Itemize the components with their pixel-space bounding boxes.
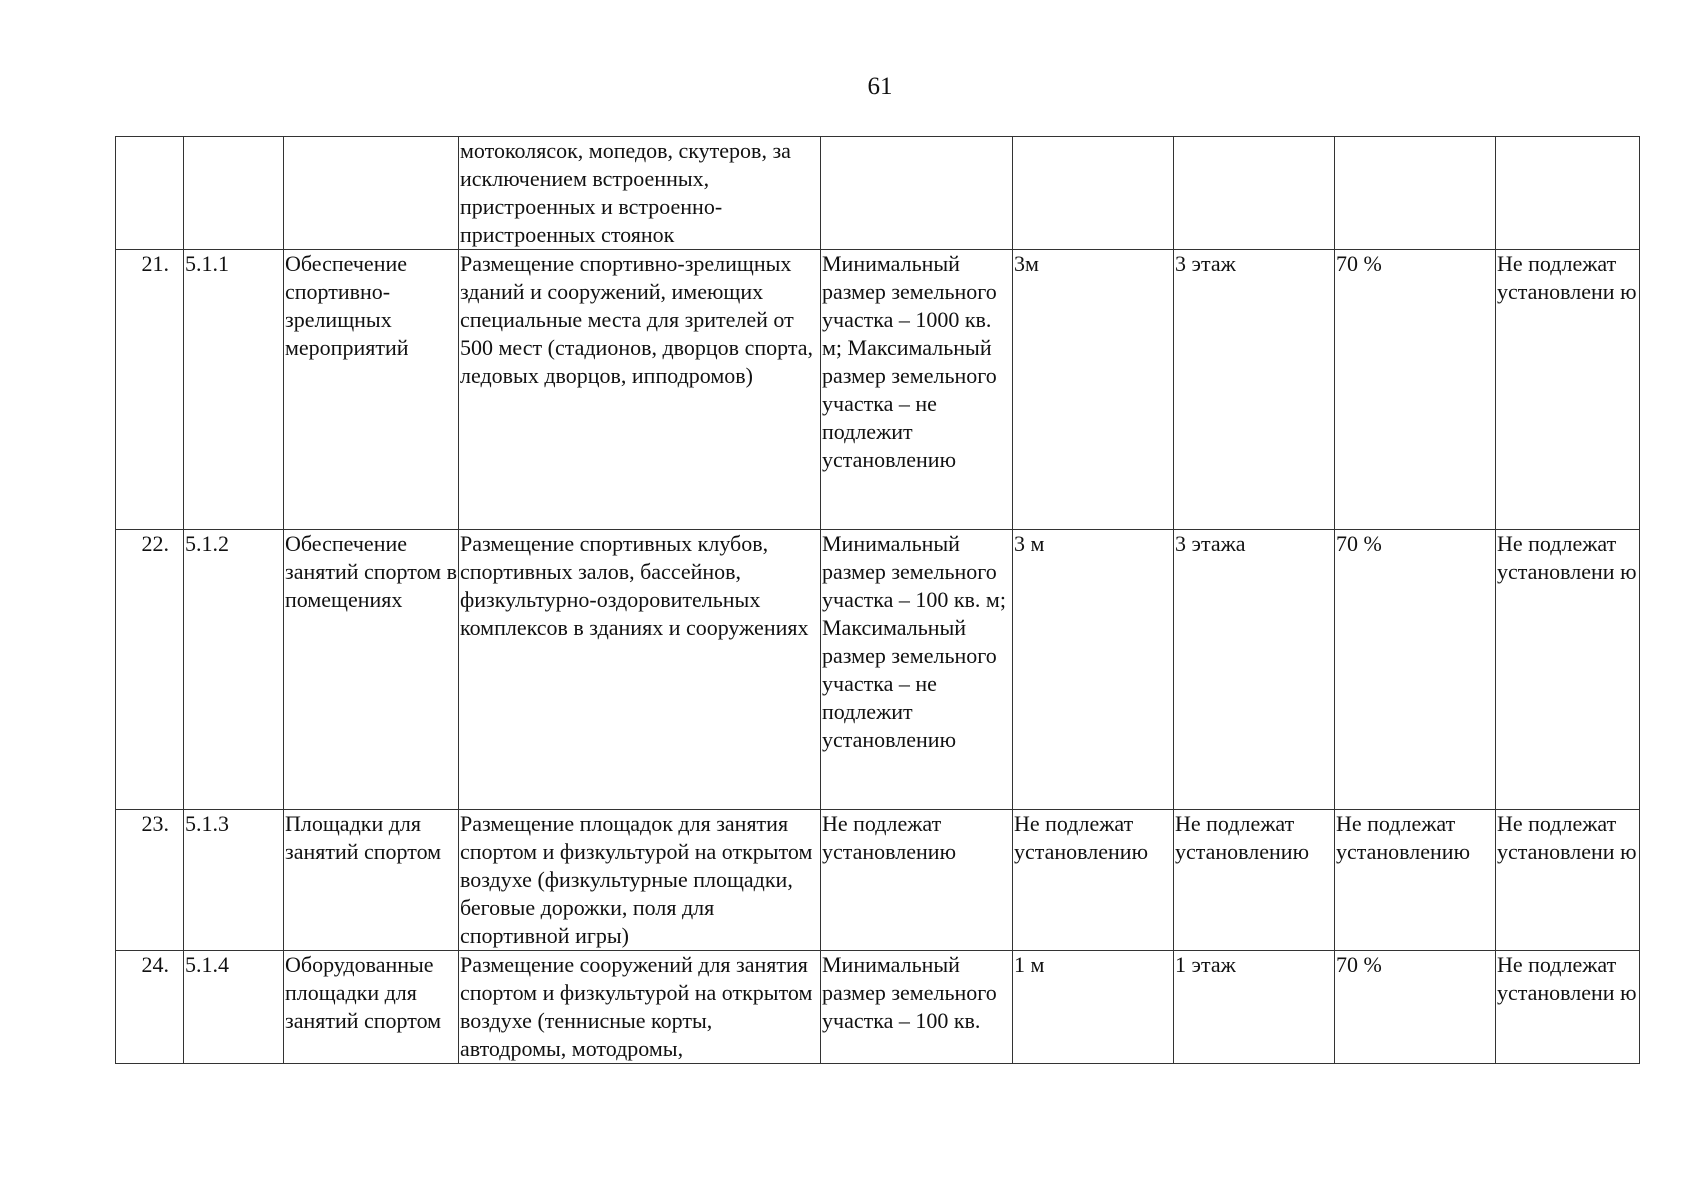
row-code: 5.1.3 [184, 810, 284, 951]
row-coverage [1335, 137, 1496, 250]
row-description: Размещение спортивных клубов, спортивных залов, бассейнов, физкультурно-оздоровительных комплексов в зданиях и сооружениях [459, 530, 821, 810]
row-other: Не подлежат установлени ю [1496, 530, 1640, 810]
row-number [116, 137, 184, 250]
row-number: 21. [116, 250, 184, 530]
row-coverage: Не подлежат установлению [1335, 810, 1496, 951]
row-number: 22. [116, 530, 184, 810]
row-code: 5.1.1 [184, 250, 284, 530]
row-setback [1013, 137, 1174, 250]
row-name: Обеспечение занятий спортом в помещениях [284, 530, 459, 810]
row-floors [1174, 137, 1335, 250]
row-description: мотоколясок, мопедов, скутеров, за исключением встроенных, пристроенных и встроенно-пристроенных стоянок [459, 137, 821, 250]
page-number: 61 [867, 73, 893, 100]
row-floors: 1 этаж [1174, 951, 1335, 1064]
row-code: 5.1.2 [184, 530, 284, 810]
row-number: 23. [116, 810, 184, 951]
regulations-table-wrapper [115, 136, 1639, 1064]
row-name [284, 137, 459, 250]
row-name: Обеспечение спортивно-зрелищных мероприятий [284, 250, 459, 530]
regulations-table [115, 136, 1640, 1064]
table-row [116, 530, 1640, 810]
row-setback: 3м [1013, 250, 1174, 530]
row-coverage: 70 % [1335, 951, 1496, 1064]
row-plot-size: Не подлежат установлению [821, 810, 1013, 951]
row-floors: 3 этажа [1174, 530, 1335, 810]
row-floors: 3 этаж [1174, 250, 1335, 530]
row-code [184, 137, 284, 250]
row-description: Размещение сооружений для занятия спортом и физкультурой на открытом воздухе (теннисные корты, автодромы, мотодромы, [459, 951, 821, 1064]
row-other: Не подлежат установлени ю [1496, 250, 1640, 530]
row-coverage: 70 % [1335, 250, 1496, 530]
row-code: 5.1.4 [184, 951, 284, 1064]
row-floors: Не подлежат установлению [1174, 810, 1335, 951]
row-plot-size: Минимальный размер земельного участка – 100 кв. [821, 951, 1013, 1064]
row-plot-size: Минимальный размер земельного участка – 1000 кв. м; Максимальный размер земельного участка – не подлежит установлению [821, 250, 1013, 530]
row-description: Размещение спортивно-зрелищных зданий и сооружений, имеющих специальные места для зрителей от 500 мест (стадионов, дворцов спорта, ледовых дворцов, ипподромов) [459, 250, 821, 530]
row-other: Не подлежат установлени ю [1496, 951, 1640, 1064]
row-setback: 1 м [1013, 951, 1174, 1064]
table-row [116, 951, 1640, 1064]
row-name: Оборудованные площадки для занятий спортом [284, 951, 459, 1064]
row-name: Площадки для занятий спортом [284, 810, 459, 951]
table-row [116, 250, 1640, 530]
row-plot-size: Минимальный размер земельного участка – 100 кв. м; Максимальный размер земельного участка – не подлежит установлению [821, 530, 1013, 810]
row-description: Размещение площадок для занятия спортом и физкультурой на открытом воздухе (физкультурные площадки, беговые дорожки, поля для спортивной игры) [459, 810, 821, 951]
table-row [116, 137, 1640, 250]
row-coverage: 70 % [1335, 530, 1496, 810]
row-number: 24. [116, 951, 184, 1064]
row-setback: 3 м [1013, 530, 1174, 810]
row-other: Не подлежат установлени ю [1496, 810, 1640, 951]
table-row [116, 810, 1640, 951]
row-setback: Не подлежат установлению [1013, 810, 1174, 951]
row-other [1496, 137, 1640, 250]
row-plot-size [821, 137, 1013, 250]
